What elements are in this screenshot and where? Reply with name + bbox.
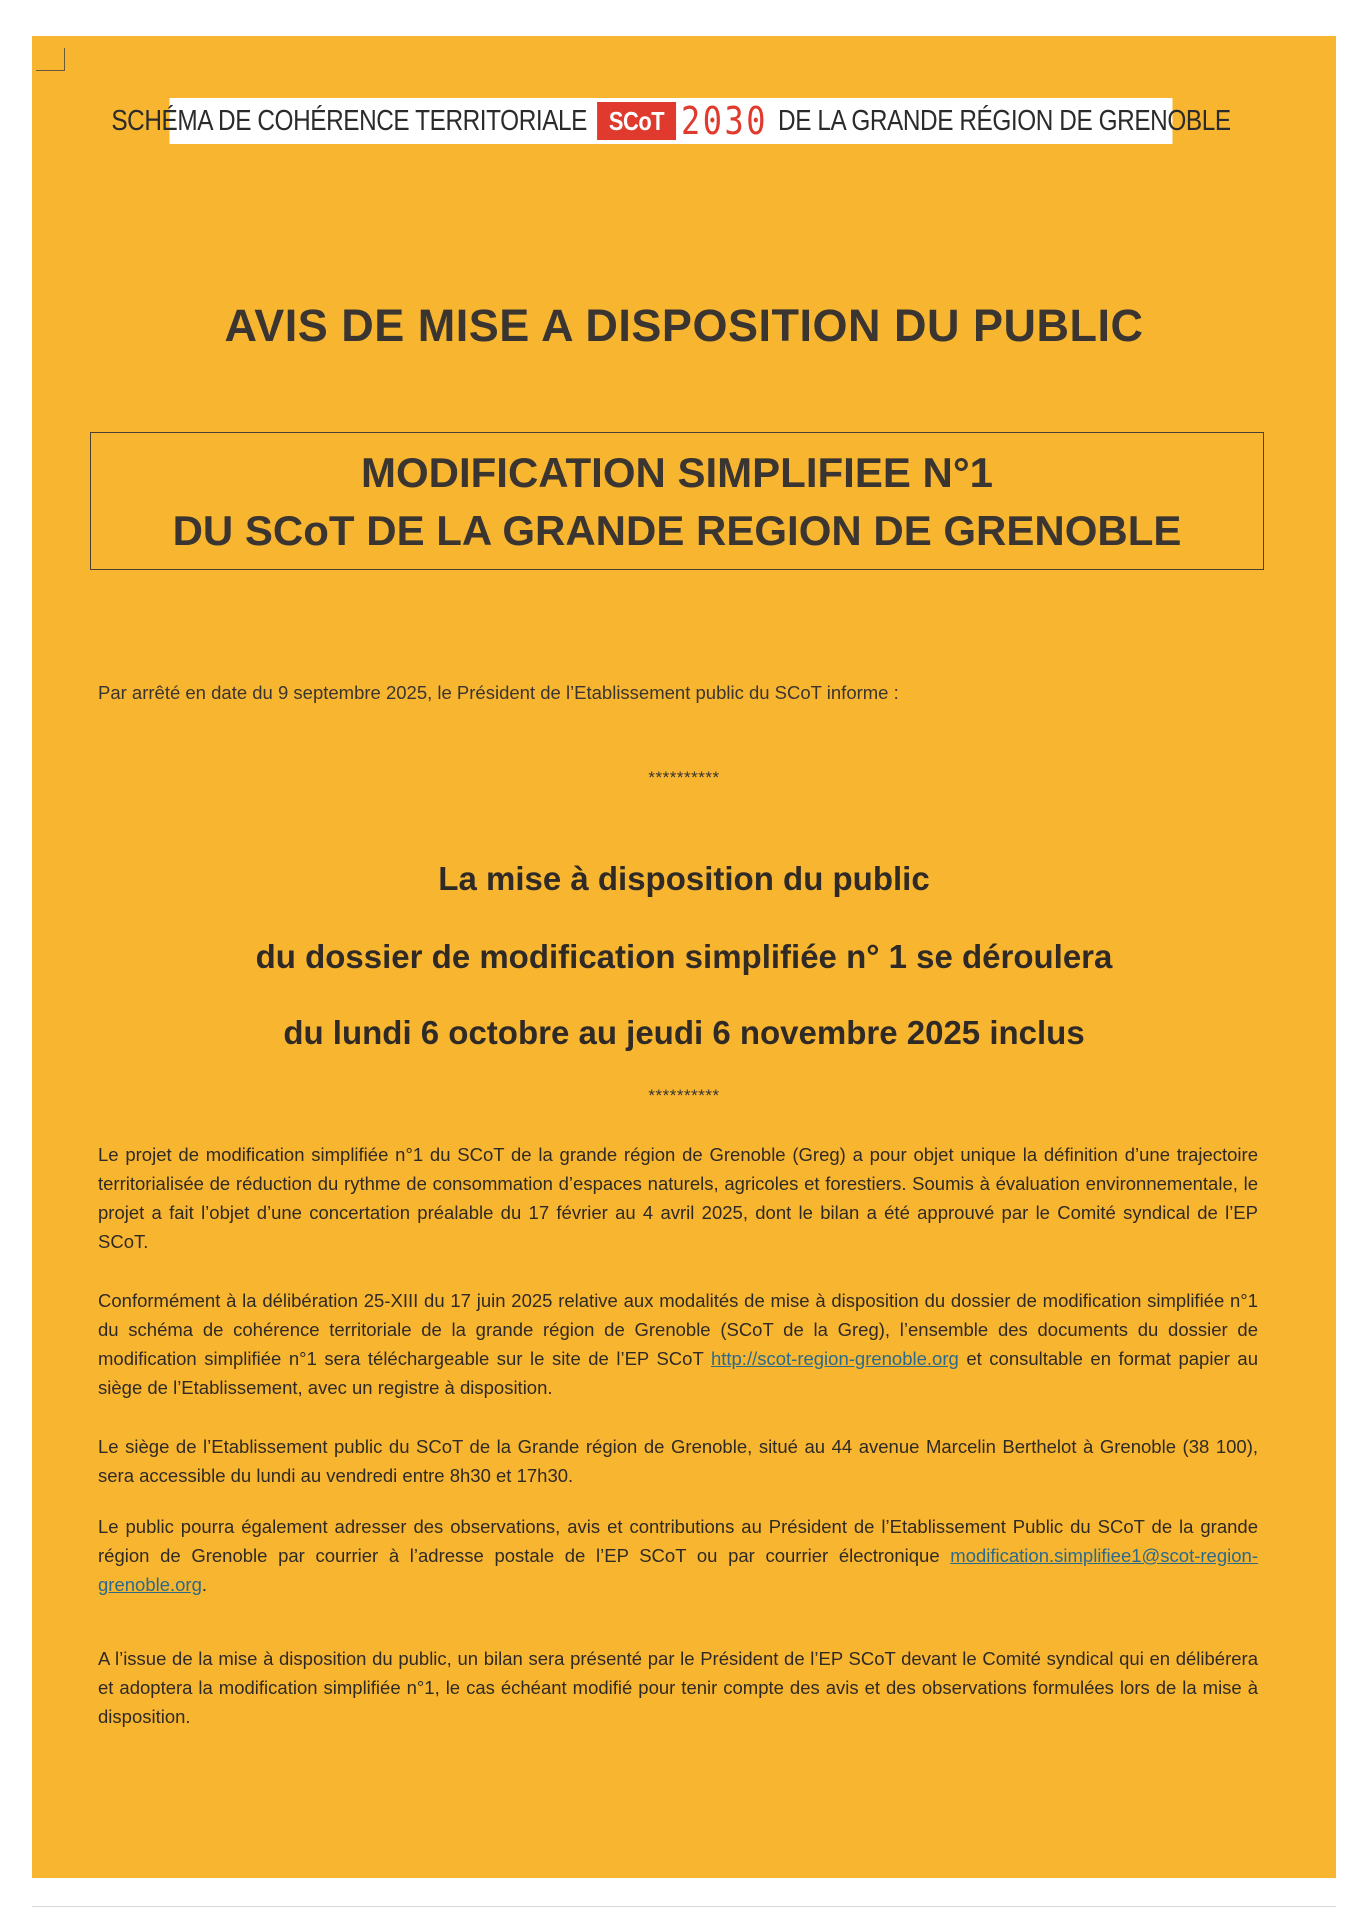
header-right-text: DE LA GRANDE RÉGION DE GRENOBLE — [778, 104, 1231, 137]
intro-text: Par arrêté en date du 9 septembre 2025, le Président de l’Etablissement public du SCoT informe : — [98, 682, 899, 703]
paragraph-text: Le public pourra également adresser des observations, avis et contributions au Président de l’Etablissement Public du SCoT de la grande région de Grenoble par courrier à l’adresse postale de l’EP SCoT ou par courrier électronique — [98, 1516, 1258, 1566]
website-link[interactable]: http://scot-region-grenoble.org — [710, 1348, 959, 1369]
header-banner — [111, 98, 1231, 144]
scot-logo — [597, 100, 768, 142]
logo-scot-text: SCoT — [597, 102, 676, 140]
email-link[interactable]: modification.simplifiee1@scot-region-grenoble.org — [98, 1545, 1258, 1595]
page-title: AVIS DE MISE A DISPOSITION DU PUBLIC — [224, 300, 1144, 351]
logo-year-text: 2030 — [680, 99, 768, 143]
highlight-line-1: La mise à disposition du public — [438, 860, 930, 897]
paragraph-text: et consultable en format papier au siège de l’Etablissement, avec un registre à disposition. — [98, 1348, 1258, 1398]
crop-mark — [36, 48, 65, 71]
separator-stars: ********** — [648, 1086, 720, 1105]
paragraph-conclusion: A l’issue de la mise à disposition du public, un bilan sera présenté par le Président de l’EP SCoT devant le Comité syndical qui en délibérera et adoptera la modification simplifiée n°1, le cas échéant modifié pour tenir compte des avis et des observations formulées lors de la mise à disposition. — [98, 1648, 1258, 1727]
boxed-title-line-2: DU SCoT DE LA GRANDE REGION DE GRENOBLE — [172, 507, 1182, 554]
separator-stars: ********** — [648, 768, 720, 787]
paragraph-project: Le projet de modification simplifiée n°1 du SCoT de la grande région de Grenoble (Greg) a pour objet unique la définition d’une trajectoire territorialisée de réduction du rythme de consommation d’espaces naturels, agricoles et forestiers. Soumis à évaluation environnementale, le projet a fait l’objet d’une concertation préalable du 17 février au 4 avril 2025, dont le bilan a été approuvé par le Comité syndical de l’EP SCoT. — [98, 1144, 1258, 1252]
highlight-line-3: du lundi 6 octobre au jeudi 6 novembre 2025 inclus — [283, 1014, 1085, 1051]
paragraph-address: Le siège de l’Etablissement public du SCoT de la Grande région de Grenoble, situé au 44 avenue Marcelin Berthelot à Grenoble (38 100), sera accessible du lundi au vendredi entre 8h30 et 17h30. — [98, 1436, 1258, 1486]
paragraph-text: Conformément à la délibération 25-XIII du 17 juin 2025 relative aux modalités de mise à disposition du dossier de modification simplifiée n°1 du schéma de cohérence territoriale de la grande région de Grenoble (SCoT de la Greg), l’ensemble des documents du dossier de modification simplifiée n°1 sera téléchargeable sur le site de l’EP SCoT — [98, 1290, 1258, 1369]
paragraph-text: . — [201, 1574, 208, 1595]
paragraph-observations — [98, 1512, 1258, 1599]
header-left-text: SCHÉMA DE COHÉRENCE TERRITORIALE — [111, 104, 587, 137]
paragraph-deliberation — [98, 1286, 1258, 1402]
boxed-title — [90, 432, 1264, 570]
highlight-line-2: du dossier de modification simplifiée n° 1 se déroulera — [255, 938, 1113, 975]
page-edge-line — [32, 1906, 1336, 1907]
boxed-title-line-1: MODIFICATION SIMPLIFIEE N°1 — [360, 449, 994, 496]
